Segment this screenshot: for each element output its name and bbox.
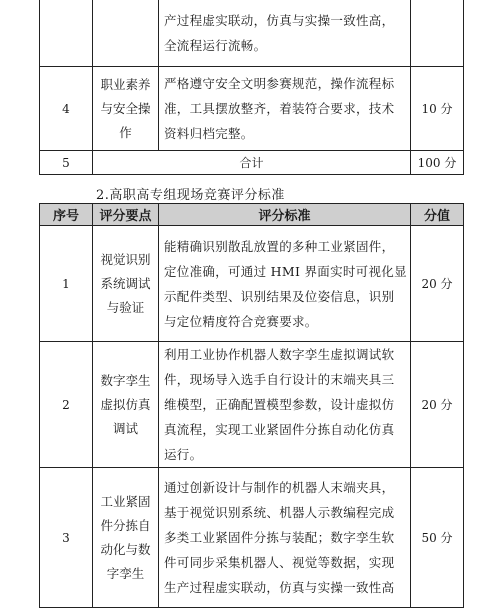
score-value [411,0,464,67]
scoring-criteria: 利用工业协作机器人数字孪生虚拟调试软件，现场导入选手自行设计的末端夹具三维模型，正确配置模型参数，设计虚拟仿真流程，实现工业紧固件分拣自动化仿真运行。 [159,342,411,468]
total-label: 合计 [93,151,411,175]
table-row [40,67,464,151]
score-value: 10 分 [411,67,464,151]
table-row [40,226,464,342]
section-heading: 2.高职高专组现场竞赛评分标准 [96,188,285,203]
table-row [40,0,464,67]
scoring-item: 数字孪生虚拟仿真调试 [93,342,159,468]
scoring-table [39,203,464,608]
row-number: 1 [40,226,93,342]
table-header-row [40,204,464,226]
header-number: 序号 [40,204,93,226]
score-value: 20 分 [411,226,464,342]
scoring-criteria: 产过程虚实联动，仿真与实操一致性高，全流程运行流畅。 [159,0,411,67]
table-row [40,342,464,468]
total-row [40,151,464,175]
header-criteria: 评分标准 [159,204,411,226]
total-score: 100 分 [411,151,464,175]
scoring-item: 工业紧固件分拣自动化与数字孪生 [93,468,159,608]
scoring-criteria: 通过创新设计与制作的机器人末端夹具，基于视觉识别系统、机器人示教编程完成多类工业紧固件分拣与装配；数字孪生软件可同步采集机器人、视觉等数据，实现生产过程虚实联动，仿真与实操一致性高 [159,468,411,608]
score-value: 50 分 [411,468,464,608]
scoring-criteria: 能精确识别散乱放置的多种工业紧固件，定位准确，可通过 HMI 界面实时可视化显示配件类型、识别结果及位姿信息，识别与定位精度符合竞赛要求。 [159,226,411,342]
scoring-item: 职业素养与安全操作 [93,67,159,151]
header-score: 分值 [411,204,464,226]
table-row [40,468,464,608]
header-item: 评分要点 [93,204,159,226]
scoring-criteria: 严格遵守安全文明参赛规范，操作流程标准，工具摆放整齐，着装符合要求，技术资料归档完整。 [159,67,411,151]
row-number [40,0,93,67]
scoring-table-continued [39,0,464,175]
score-value: 20 分 [411,342,464,468]
row-number: 3 [40,468,93,608]
row-number: 5 [40,151,93,175]
scoring-item: 视觉识别系统调试与验证 [93,226,159,342]
scoring-item [93,0,159,67]
row-number: 4 [40,67,93,151]
row-number: 2 [40,342,93,468]
